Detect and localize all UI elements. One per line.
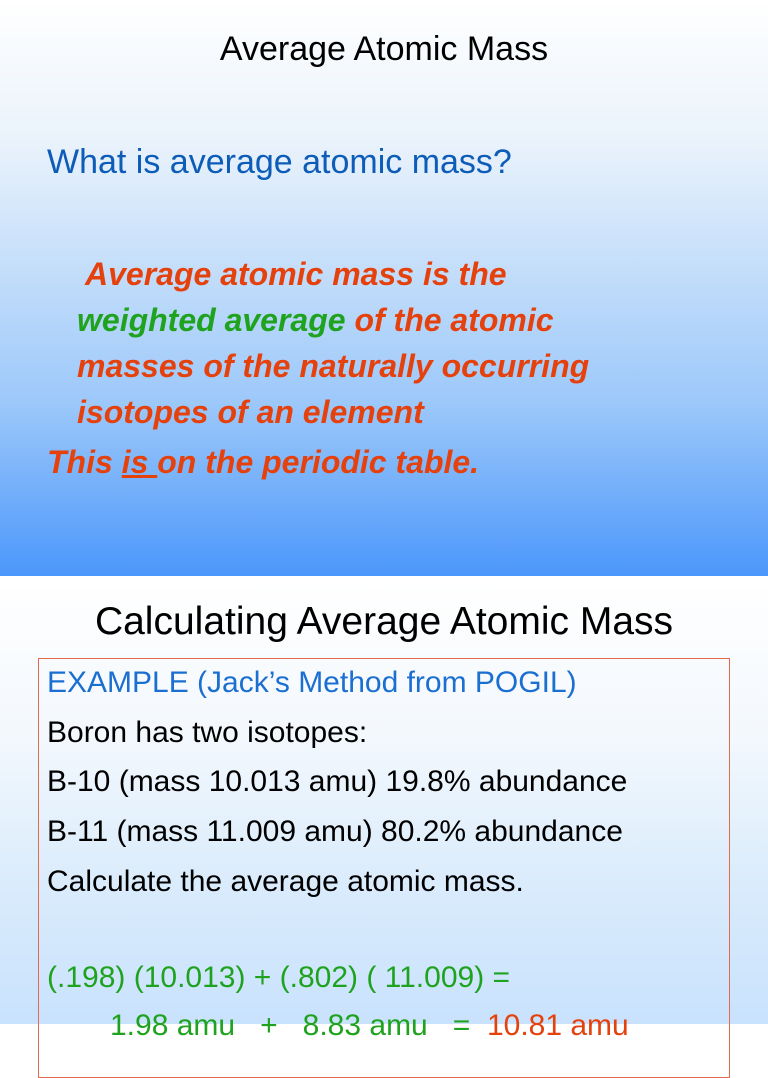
weighted-average-highlight: weighted average (77, 302, 346, 338)
slide-title: Average Atomic Mass (219, 30, 549, 68)
example-heading: EXAMPLE (Jack’s Method from POGIL) (47, 666, 577, 699)
result-equals: = (452, 1009, 471, 1042)
result-term-1: 1.98 amu (110, 1009, 236, 1042)
slide-title: Calculating Average Atomic Mass (94, 600, 674, 643)
definition-line-3: masses of the naturally occurring (77, 348, 590, 384)
definition-line-2-rest: of the atomic (345, 302, 554, 338)
definition-line-1: Average atomic mass is the (85, 256, 507, 292)
example-line: B-11 (mass 11.009 amu) 80.2% abundance (47, 815, 623, 848)
definition-text (77, 251, 737, 435)
periodic-table-note (47, 444, 479, 481)
example-line: B-10 (mass 10.013 amu) 19.8% abundance (47, 765, 628, 798)
periodic-after: on the periodic table. (157, 444, 480, 480)
periodic-underlined: is (121, 444, 158, 480)
periodic-before: This (47, 444, 122, 480)
definition-line-4: isotopes of an element (77, 394, 424, 430)
result-term-2: 8.83 amu (302, 1009, 428, 1042)
slide-2 (0, 580, 768, 1042)
example-line: Calculate the average atomic mass. (47, 865, 524, 898)
result-answer: 10.81 amu (486, 1009, 629, 1042)
question-text: What is average atomic mass? (47, 143, 512, 181)
equation-line: (.198) (10.013) + (.802) ( 11.009) = (47, 961, 511, 994)
definition-line-2 (77, 297, 737, 343)
example-line: Boron has two isotopes: (47, 716, 368, 749)
result-plus: + (260, 1009, 278, 1042)
result-line (110, 1009, 629, 1043)
